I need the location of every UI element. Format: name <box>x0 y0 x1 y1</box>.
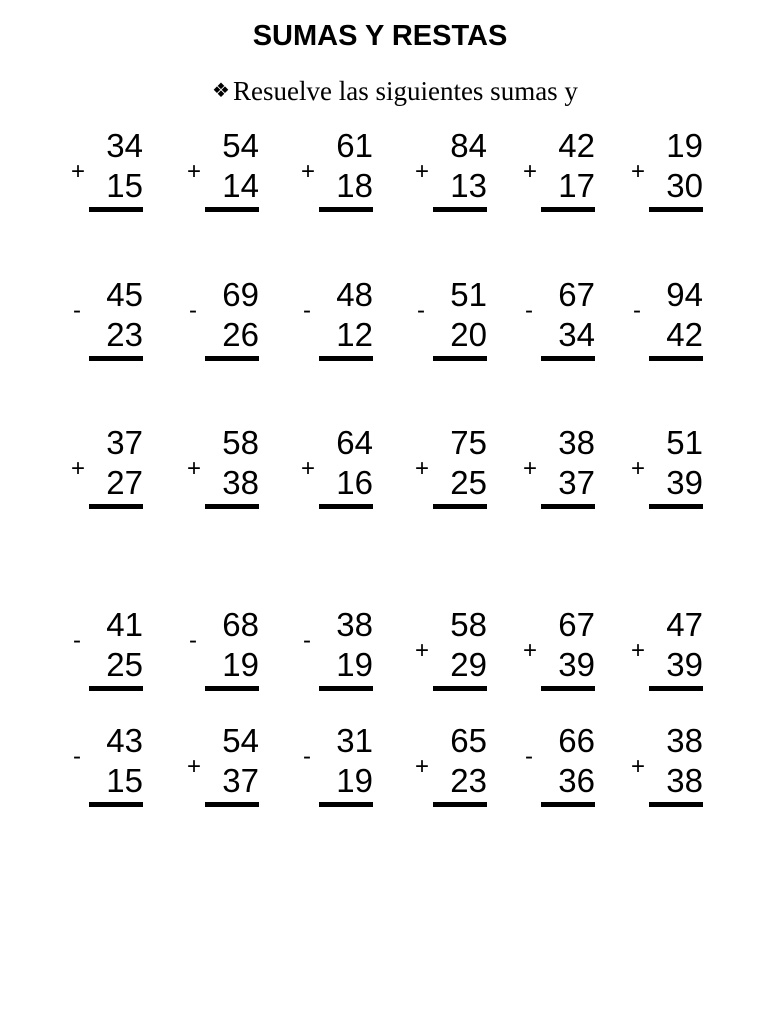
top-number: 51 <box>666 424 703 461</box>
top-number: 38 <box>558 424 595 461</box>
minus-sign: - <box>417 297 425 324</box>
arithmetic-problem <box>273 128 373 228</box>
problem-row <box>0 425 768 525</box>
arithmetic-problem <box>43 425 143 525</box>
answer-line <box>89 686 143 691</box>
answer-line <box>319 356 373 361</box>
minus-sign: - <box>73 297 81 324</box>
arithmetic-problem <box>159 607 259 707</box>
bottom-number: 18 <box>336 167 373 204</box>
answer-line <box>649 504 703 509</box>
problem-row <box>0 128 768 228</box>
bottom-number: 39 <box>666 464 703 501</box>
plus-sign: + <box>301 158 316 185</box>
top-number: 58 <box>222 424 259 461</box>
top-number: 66 <box>558 722 595 759</box>
answer-line <box>649 686 703 691</box>
bottom-number: 37 <box>558 464 595 501</box>
bottom-number: 34 <box>558 316 595 353</box>
answer-line <box>205 802 259 807</box>
minus-sign: - <box>525 743 533 770</box>
top-number: 19 <box>666 127 703 164</box>
answer-line <box>319 802 373 807</box>
problem-row <box>0 723 768 823</box>
answer-line <box>541 207 595 212</box>
bottom-number: 23 <box>106 316 143 353</box>
plus-sign: + <box>71 455 86 482</box>
bottom-number: 15 <box>106 167 143 204</box>
bottom-number: 36 <box>558 762 595 799</box>
answer-line <box>89 207 143 212</box>
instruction-text: Resuelve las siguientes sumas y <box>232 76 578 106</box>
answer-line <box>433 356 487 361</box>
bottom-number: 20 <box>450 316 487 353</box>
bottom-number: 13 <box>450 167 487 204</box>
top-number: 45 <box>106 276 143 313</box>
arithmetic-problem <box>495 128 595 228</box>
plus-sign: + <box>71 158 86 185</box>
arithmetic-problem <box>273 277 373 377</box>
top-number: 94 <box>666 276 703 313</box>
top-number: 64 <box>336 424 373 461</box>
top-number: 37 <box>106 424 143 461</box>
top-number: 31 <box>336 722 373 759</box>
minus-sign: - <box>303 743 311 770</box>
bottom-number: 42 <box>666 316 703 353</box>
answer-line <box>541 356 595 361</box>
bottom-number: 16 <box>336 464 373 501</box>
top-number: 75 <box>450 424 487 461</box>
top-number: 41 <box>106 606 143 643</box>
arithmetic-problem <box>43 607 143 707</box>
answer-line <box>205 686 259 691</box>
arithmetic-problem <box>273 425 373 525</box>
plus-sign: + <box>523 158 538 185</box>
minus-sign: - <box>73 743 81 770</box>
top-number: 58 <box>450 606 487 643</box>
top-number: 68 <box>222 606 259 643</box>
arithmetic-problem <box>603 128 703 228</box>
answer-line <box>649 356 703 361</box>
top-number: 54 <box>222 722 259 759</box>
bottom-number: 38 <box>666 762 703 799</box>
minus-sign: - <box>303 627 311 654</box>
arithmetic-problem <box>387 128 487 228</box>
answer-line <box>89 504 143 509</box>
top-number: 51 <box>450 276 487 313</box>
top-number: 67 <box>558 606 595 643</box>
answer-line <box>649 207 703 212</box>
bottom-number: 26 <box>222 316 259 353</box>
top-number: 43 <box>106 722 143 759</box>
bottom-number: 14 <box>222 167 259 204</box>
answer-line <box>319 504 373 509</box>
arithmetic-problem <box>43 723 143 823</box>
bottom-number: 25 <box>450 464 487 501</box>
instruction-line <box>0 76 768 107</box>
top-number: 69 <box>222 276 259 313</box>
bottom-number: 39 <box>558 646 595 683</box>
arithmetic-problem <box>495 723 595 823</box>
arithmetic-problem <box>387 277 487 377</box>
minus-sign: - <box>189 627 197 654</box>
top-number: 54 <box>222 127 259 164</box>
arithmetic-problem <box>603 277 703 377</box>
problem-row <box>0 277 768 377</box>
bottom-number: 19 <box>336 762 373 799</box>
arithmetic-problem <box>159 723 259 823</box>
plus-sign: + <box>415 753 430 780</box>
plus-sign: + <box>631 637 646 664</box>
answer-line <box>319 207 373 212</box>
plus-sign: + <box>415 637 430 664</box>
minus-sign: - <box>73 627 81 654</box>
bottom-number: 19 <box>336 646 373 683</box>
answer-line <box>89 802 143 807</box>
arithmetic-problem <box>603 607 703 707</box>
bottom-number: 15 <box>106 762 143 799</box>
bottom-number: 19 <box>222 646 259 683</box>
bottom-number: 37 <box>222 762 259 799</box>
bottom-number: 25 <box>106 646 143 683</box>
answer-line <box>433 686 487 691</box>
answer-line <box>205 504 259 509</box>
bottom-number: 27 <box>106 464 143 501</box>
arithmetic-problem <box>273 607 373 707</box>
plus-sign: + <box>631 753 646 780</box>
arithmetic-problem <box>159 425 259 525</box>
minus-sign: - <box>525 297 533 324</box>
arithmetic-problem <box>603 723 703 823</box>
arithmetic-problem <box>43 277 143 377</box>
bottom-number: 23 <box>450 762 487 799</box>
arithmetic-problem <box>387 607 487 707</box>
answer-line <box>649 802 703 807</box>
plus-sign: + <box>301 455 316 482</box>
arithmetic-problem <box>387 723 487 823</box>
top-number: 84 <box>450 127 487 164</box>
bottom-number: 17 <box>558 167 595 204</box>
plus-sign: + <box>523 637 538 664</box>
arithmetic-problem <box>387 425 487 525</box>
top-number: 34 <box>106 127 143 164</box>
answer-line <box>205 207 259 212</box>
answer-line <box>433 802 487 807</box>
arithmetic-problem <box>495 607 595 707</box>
minus-sign: - <box>633 297 641 324</box>
answer-line <box>541 802 595 807</box>
top-number: 38 <box>336 606 373 643</box>
top-number: 38 <box>666 722 703 759</box>
arithmetic-problem <box>603 425 703 525</box>
top-number: 67 <box>558 276 595 313</box>
plus-sign: + <box>523 455 538 482</box>
top-number: 47 <box>666 606 703 643</box>
answer-line <box>433 207 487 212</box>
plus-sign: + <box>187 158 202 185</box>
arithmetic-problem <box>159 128 259 228</box>
problem-row <box>0 607 768 707</box>
minus-sign: - <box>189 297 197 324</box>
top-number: 65 <box>450 722 487 759</box>
plus-sign: + <box>415 455 430 482</box>
answer-line <box>205 356 259 361</box>
plus-sign: + <box>631 158 646 185</box>
bottom-number: 12 <box>336 316 373 353</box>
plus-sign: + <box>631 455 646 482</box>
arithmetic-problem <box>159 277 259 377</box>
arithmetic-problem <box>43 128 143 228</box>
minus-sign: - <box>303 297 311 324</box>
answer-line <box>541 686 595 691</box>
arithmetic-problem <box>273 723 373 823</box>
bottom-number: 39 <box>666 646 703 683</box>
top-number: 42 <box>558 127 595 164</box>
answer-line <box>541 504 595 509</box>
top-number: 48 <box>336 276 373 313</box>
plus-sign: + <box>187 455 202 482</box>
bottom-number: 30 <box>666 167 703 204</box>
diamond-bullet-icon: ❖ <box>212 80 230 102</box>
plus-sign: + <box>187 753 202 780</box>
answer-line <box>89 356 143 361</box>
plus-sign: + <box>415 158 430 185</box>
arithmetic-problem <box>495 277 595 377</box>
bottom-number: 38 <box>222 464 259 501</box>
top-number: 61 <box>336 127 373 164</box>
answer-line <box>433 504 487 509</box>
worksheet-title: SUMAS Y RESTAS <box>252 20 508 52</box>
answer-line <box>319 686 373 691</box>
arithmetic-problem <box>495 425 595 525</box>
bottom-number: 29 <box>450 646 487 683</box>
